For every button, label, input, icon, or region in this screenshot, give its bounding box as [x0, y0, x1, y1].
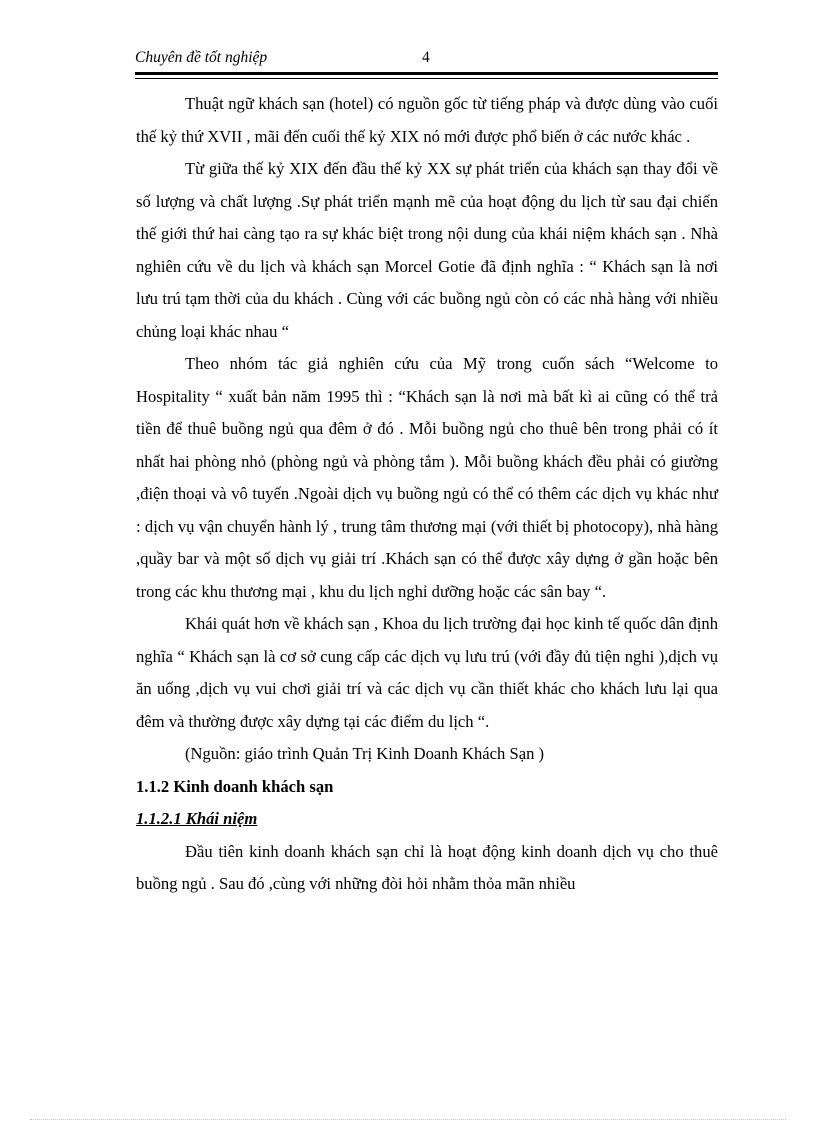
paragraph-american-definition: Theo nhóm tác giả nghiên cứu của Mỹ trong cuốn sách “Welcome to Hospitality “ xuất bản năm 1995 thì : “Khách sạn là nơi mà bất kì ai cũng có thể trả tiền để thuê buồng ngủ qua đêm ở đó . Mỗi buồng ngủ cho thuê bên trong phải có ít nhất hai phòng nhỏ (phòng ngủ và phòng tắm ). Mỗi buồng khách đều phải có giường ,điện thoại và vô tuyến .Ngoài dịch vụ buồng ngủ có thể có thêm các dịch vụ khác như : dịch vụ vận chuyển hành lý , trung tâm thương mại (với thiết bị photocopy), nhà hàng ,quầy bar và một số dịch vụ giải trí .Khách sạn có thể được xây dựng ở gần hoặc bên trong các khu thương mại , khu du lịch nghỉ dưỡng hoặc các sân bay “.: [136, 354, 718, 601]
header-rule-thin: [135, 78, 718, 79]
page-bottom-edge: [30, 1119, 786, 1120]
section-heading: 1.1.2 Kinh doanh khách sạn: [136, 776, 334, 796]
subsection-heading: 1.1.2.1 Khái niệm: [136, 809, 258, 828]
header-title: Chuyên đề tốt nghiệp: [135, 49, 268, 66]
source-citation: (Nguồn: giáo trình Quản Trị Kinh Doanh Khách Sạn ): [185, 744, 545, 763]
page-number: 4: [422, 49, 430, 66]
paragraph-hotel-origin: Thuật ngữ khách sạn (hotel) có nguồn gốc từ tiếng pháp và được dùng vào cuối thế kỷ thứ XVII , mãi đến cuối thế kỷ XIX nó mới được phổ biến ở các nước khác .: [136, 94, 718, 146]
header-rule-thick: [135, 72, 718, 75]
paragraph-hotel-development: Từ giữa thế kỷ XIX đến đầu thế kỷ XX sự phát triển của khách sạn thay đổi về số lượng và chất lượng .Sự phát triển mạnh mẽ của hoạt động du lịch từ sau đại chiến thế giới thứ hai càng tạo ra sự khác biệt trong nội dung của khái niệm khách sạn . Nhà nghiên cứu về du lịch và khách sạn Morcel Gotie đã định nghĩa : “ Khách sạn là nơi lưu trú tạm thời của du khách . Cùng với các buồng ngủ còn có các nhà hàng với nhiều chủng loại khác nhau “: [136, 159, 718, 341]
paragraph-neu-definition: Khái quát hơn về khách sạn , Khoa du lịch trường đại học kinh tế quốc dân định nghĩa “ Khách sạn là cơ sở cung cấp các dịch vụ lưu trú (với đầy đủ tiện nghi ),dịch vụ ăn uống ,dịch vụ vui chơi giải trí và các dịch vụ cần thiết khác cho khách lưu lại qua đêm và thường được xây dựng tại các điểm du lịch “.: [136, 614, 718, 731]
paragraph-business-concept: Đầu tiên kinh doanh khách sạn chỉ là hoạt động kinh doanh dịch vụ cho thuê buồng ngủ . Sau đó ,cùng với những đòi hỏi nhằm thỏa mãn nhiều: [136, 841, 718, 893]
page-header: [135, 46, 718, 68]
document-body: [136, 88, 718, 901]
